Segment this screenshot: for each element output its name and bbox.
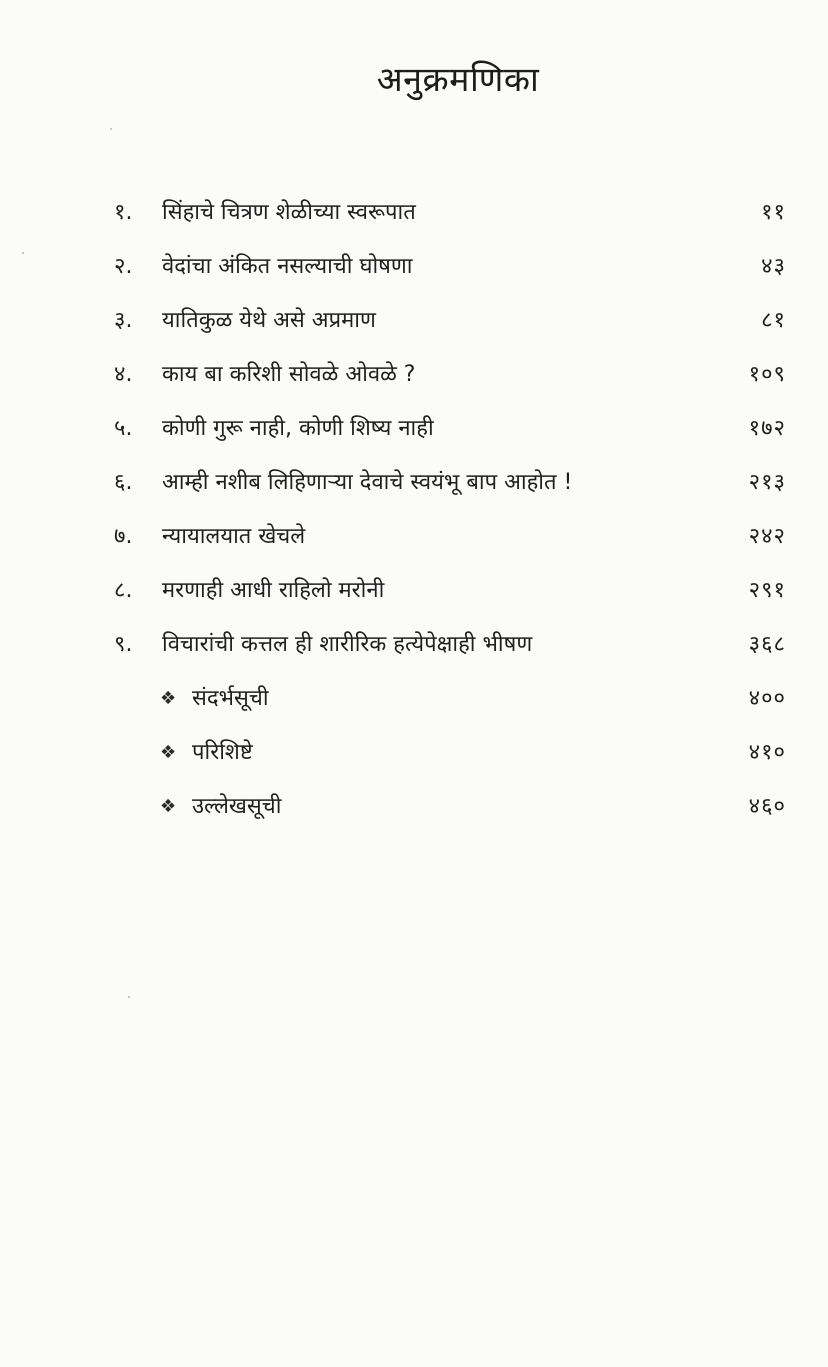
toc-entry	[0, 348, 828, 402]
page-number: ४६०	[748, 794, 786, 819]
appendix-title: उल्लेखसूची	[192, 794, 282, 819]
toc-appendix-entry	[0, 672, 828, 726]
chapter-title: मरणाही आधी राहिलो मरोनी	[162, 578, 385, 603]
page-number: १०९	[748, 362, 786, 387]
toc-entry	[0, 402, 828, 456]
page-title: अनुक्रमणिका	[376, 60, 540, 100]
appendix-title: संदर्भसूची	[192, 686, 269, 711]
toc-entry	[0, 294, 828, 348]
paper-speck	[22, 252, 24, 254]
paper-speck	[128, 996, 130, 998]
toc-entry	[0, 240, 828, 294]
chapter-title: काय बा करिशी सोवळे ओवळे ?	[162, 362, 416, 387]
chapter-title: न्यायालयात खेचले	[162, 524, 306, 549]
chapter-title: यातिकुळ येथे असे अप्रमाण	[162, 308, 376, 333]
toc-entry	[0, 510, 828, 564]
diamond-bullet-icon: ❖	[160, 796, 177, 817]
page-number: ३६८	[748, 632, 786, 657]
chapter-number: ७.	[114, 524, 133, 549]
chapter-number: ९.	[114, 632, 133, 657]
chapter-title: वेदांचा अंकित नसल्याची घोषणा	[162, 254, 413, 279]
table-of-contents	[0, 186, 828, 834]
toc-entry	[0, 186, 828, 240]
page-number: ११	[761, 200, 786, 225]
diamond-bullet-icon: ❖	[160, 688, 177, 709]
paper-speck	[110, 128, 112, 130]
toc-entry	[0, 564, 828, 618]
chapter-title: सिंहाचे चित्रण शेळीच्या स्वरूपात	[162, 200, 416, 225]
chapter-title: विचारांची कत्तल ही शारीरिक हत्येपेक्षाही भीषण	[162, 632, 533, 657]
page-number: २९१	[748, 578, 786, 603]
page-number: २१३	[748, 470, 786, 495]
chapter-number: ६.	[114, 470, 133, 495]
chapter-number: २.	[114, 254, 133, 279]
page-number: ८१	[761, 308, 786, 333]
chapter-number: ८.	[114, 578, 133, 603]
page-number: १७२	[748, 416, 786, 441]
page-number: ४१०	[748, 740, 786, 765]
chapter-title: कोणी गुरू नाही, कोणी शिष्य नाही	[162, 416, 434, 441]
chapter-number: ३.	[114, 308, 133, 333]
toc-entry	[0, 618, 828, 672]
chapter-number: ४.	[114, 362, 133, 387]
toc-appendix-entry	[0, 780, 828, 834]
chapter-number: ५.	[114, 416, 133, 441]
toc-entry	[0, 456, 828, 510]
toc-appendix-entry	[0, 726, 828, 780]
chapter-title: आम्ही नशीब लिहिणाऱ्या देवाचे स्वयंभू बाप आहोत !	[162, 470, 573, 495]
appendix-title: परिशिष्टे	[192, 740, 253, 765]
page-number: ४३	[761, 254, 786, 279]
page-number: २४२	[748, 524, 786, 549]
chapter-number: १.	[114, 200, 133, 225]
page-number: ४००	[748, 686, 786, 711]
diamond-bullet-icon: ❖	[160, 742, 177, 763]
